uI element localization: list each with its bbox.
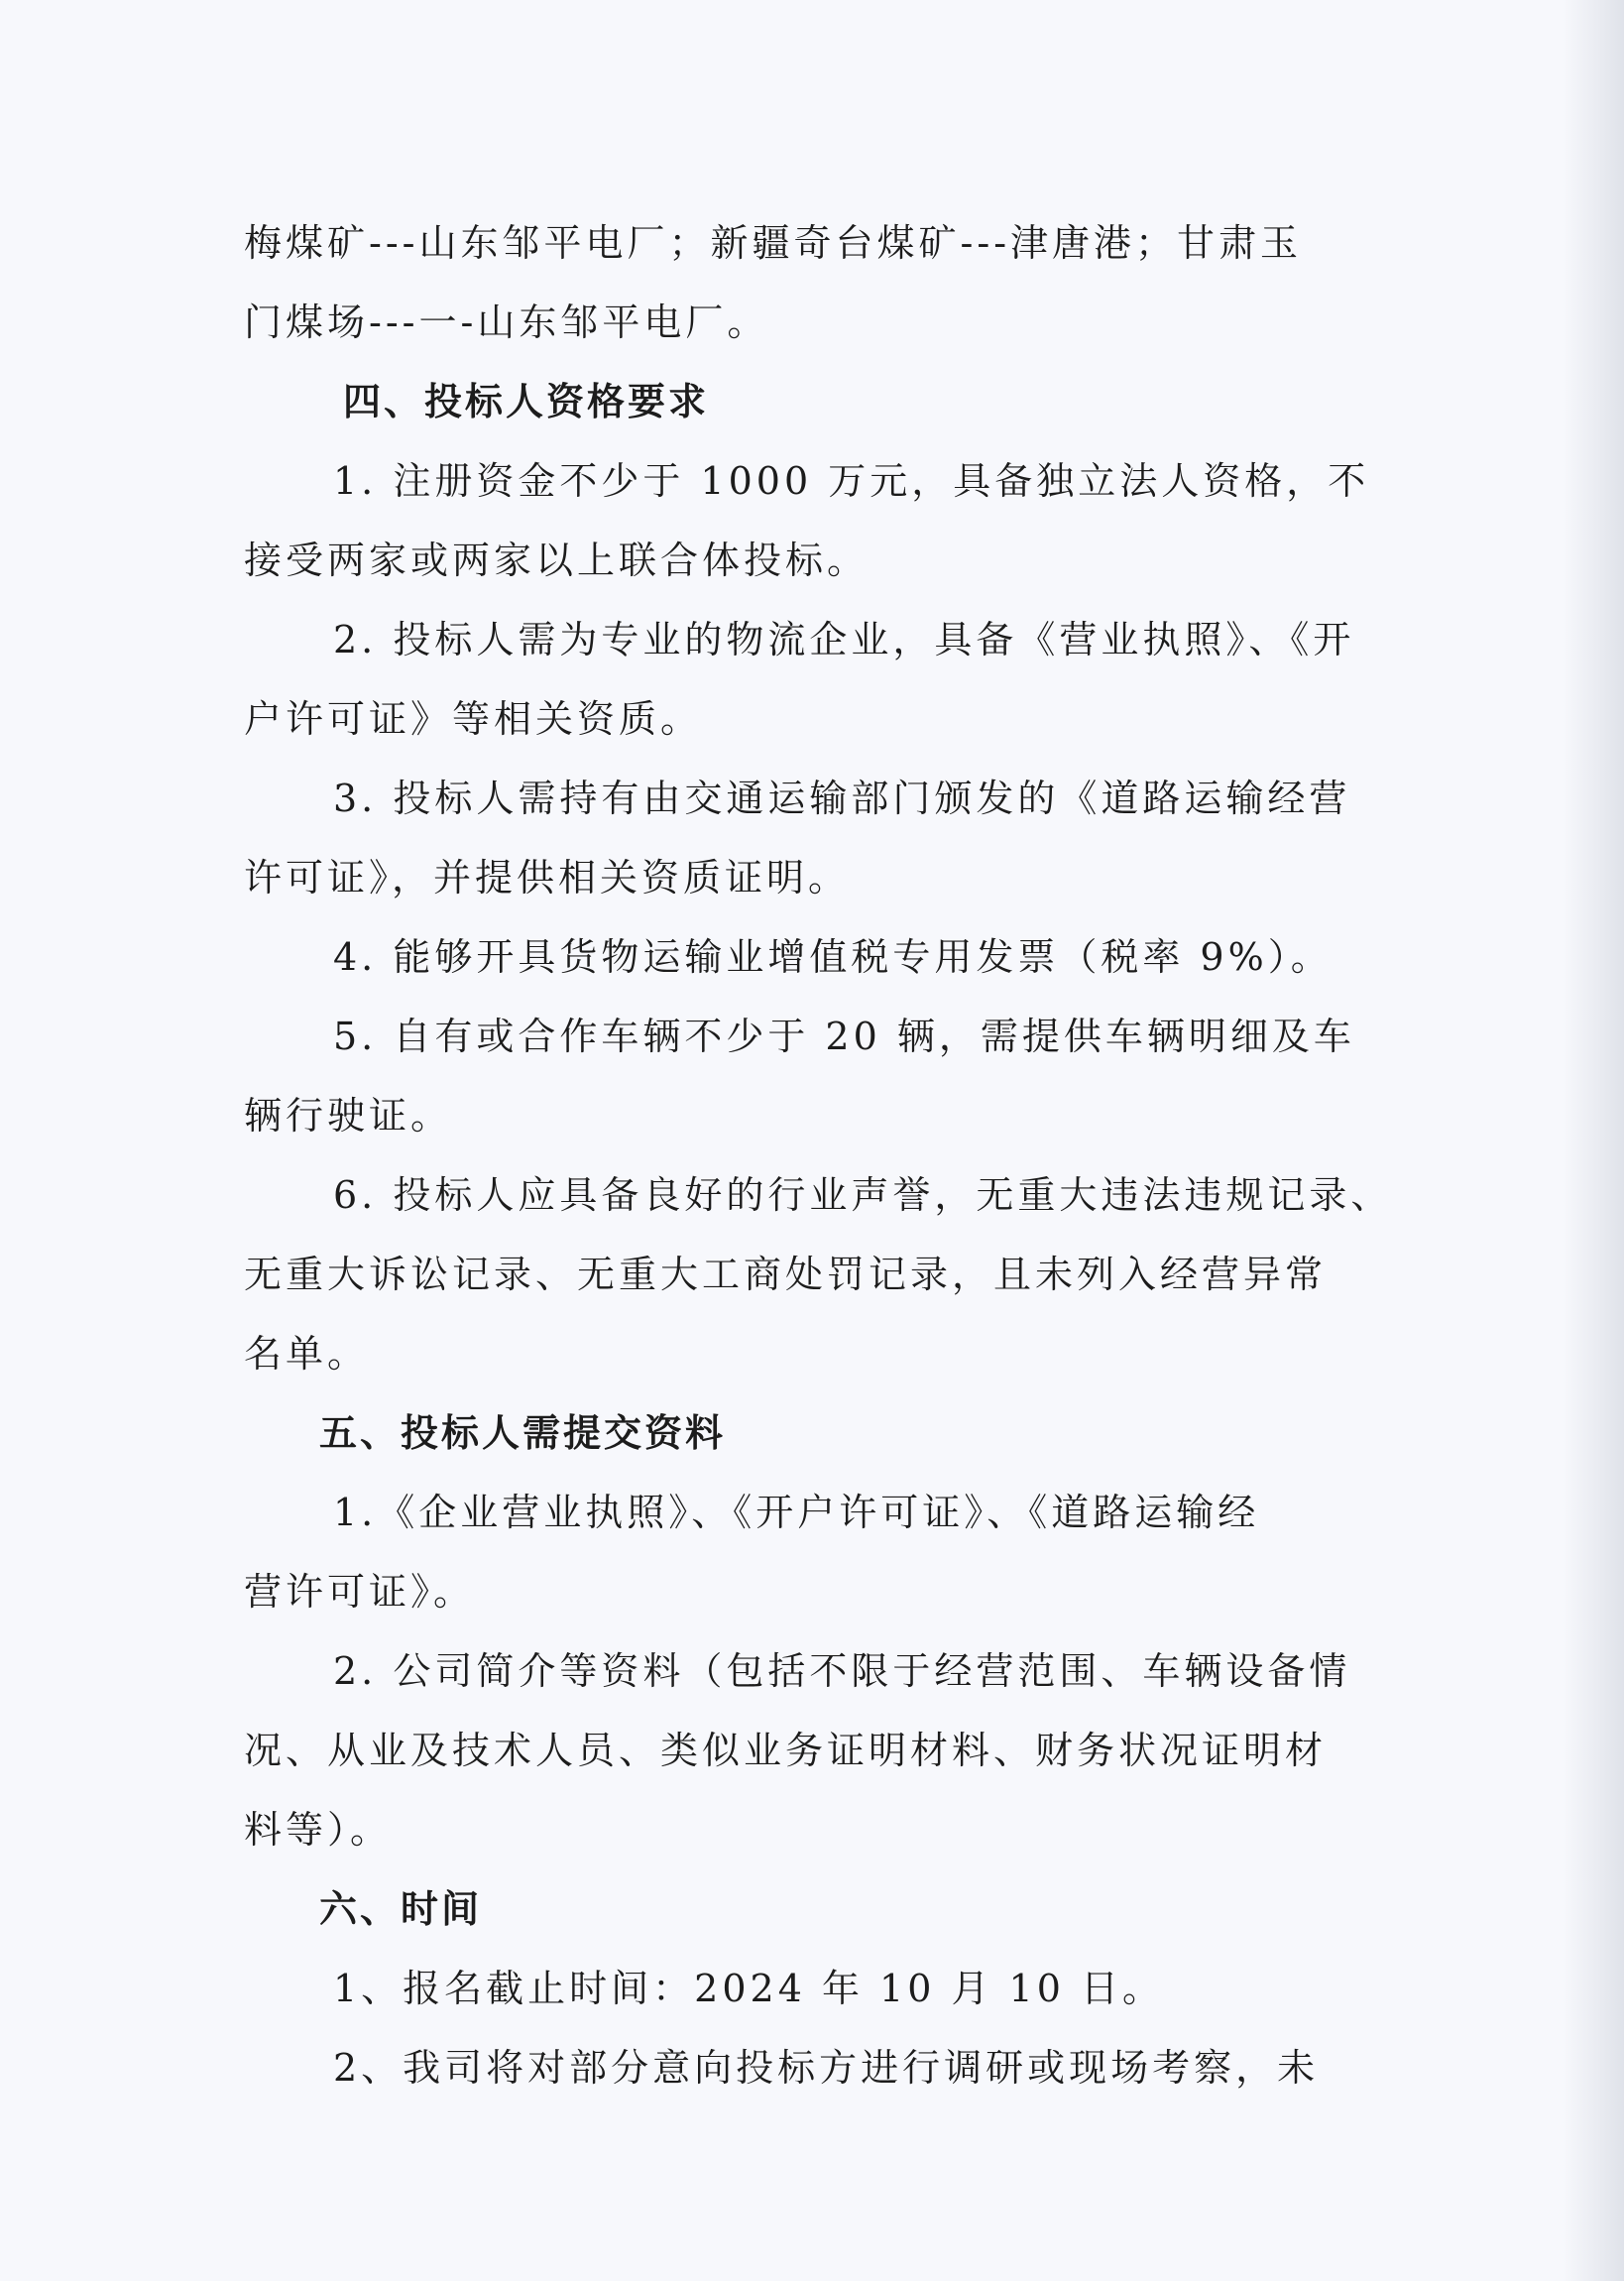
list-item-line: 6. 投标人应具备良好的行业声誉，无重大违法违规记录、 <box>333 1173 1392 1217</box>
list-item-line: 4. 能够开具货物运输业增值税专用发票（税率 9%）。 <box>333 935 1333 979</box>
section-heading-time: 六、时间 <box>319 1887 483 1931</box>
list-item-line: 2. 投标人需为专业的物流企业，具备《营业执照》、《开 <box>333 618 1355 661</box>
list-item-line: 许可证》，并提供相关资质证明。 <box>244 856 851 900</box>
list-item-line: 无重大诉讼记录、无重大工商处罚记录，且未列入经营异常 <box>244 1253 1328 1296</box>
document-body <box>244 203 1392 2107</box>
page-edge-shadow <box>1563 0 1624 2281</box>
list-item-line: 5. 自有或合作车辆不少于 20 辆，需提供车辆明细及车 <box>333 1015 1355 1058</box>
list-item-line: 营许可证》。 <box>244 1570 476 1614</box>
list-item-line: 辆行驶证。 <box>244 1094 453 1138</box>
list-item-line: 户许可证》等相关资质。 <box>244 697 703 741</box>
list-item-line: 1、报名截止时间：2024 年 10 月 10 日。 <box>333 1967 1164 2010</box>
list-item-line: 2. 公司简介等资料（包括不限于经营范围、车辆设备情 <box>333 1649 1351 1693</box>
list-item-line: 接受两家或两家以上联合体投标。 <box>244 539 870 582</box>
list-item-line: 名单。 <box>244 1332 370 1376</box>
body-line: 门煤场---一-山东邹平电厂。 <box>244 300 769 344</box>
list-item-line: 2、我司将对部分意向投标方进行调研或现场考察，未 <box>333 2046 1320 2090</box>
list-item-line: 1. 注册资金不少于 1000 万元，具备独立法人资格，不 <box>333 459 1370 503</box>
section-heading-documents: 五、投标人需提交资料 <box>319 1411 727 1455</box>
body-line: 梅煤矿---山东邹平电厂；新疆奇台煤矿---津唐港；甘肃玉 <box>244 221 1303 265</box>
section-heading-qualifications: 四、投标人资格要求 <box>343 380 710 423</box>
list-item-line: 3. 投标人需持有由交通运输部门颁发的《道路运输经营 <box>333 777 1351 820</box>
list-item-line: 料等）。 <box>244 1808 393 1852</box>
list-item-line: 况、从业及技术人员、类似业务证明材料、财务状况证明材 <box>244 1729 1328 1772</box>
list-item-line: 1.《企业营业执照》、《开户许可证》、《道路运输经 <box>333 1491 1260 1534</box>
